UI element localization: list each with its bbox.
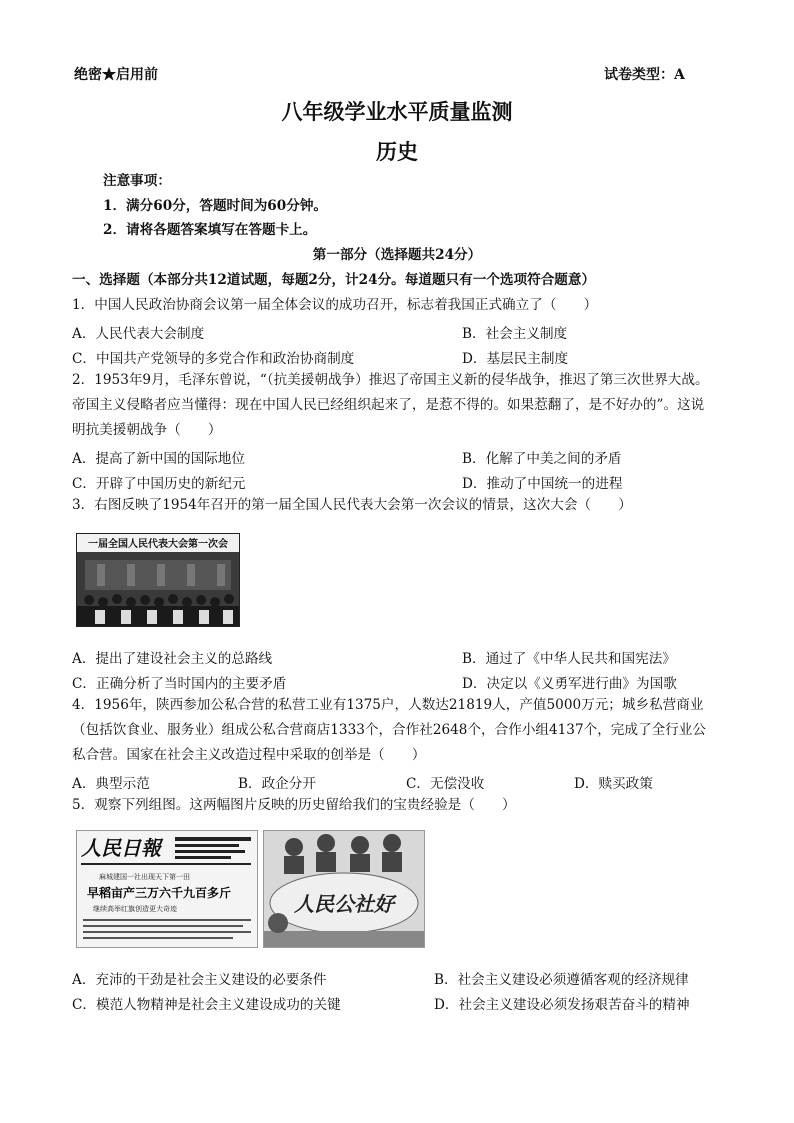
option-b: B．政企分开 [238,776,316,792]
option-a: A．充沛的干劲是社会主义建设的必要条件 [72,972,327,988]
option-d: D．社会主义建设必须发扬艰苦奋斗的精神 [434,997,690,1013]
npc-photo [76,533,240,627]
question-stem: 帝国主义侵略者应当懂得：现在中国人民已经组织起来了，是惹不得的。如果惹翻了，是不好办的”。这说 [72,397,705,413]
newspaper-masthead: 人民日報 [81,836,161,860]
question-stem: 1．中国人民政治协商会议第一届全体会议的成功召开，标志着我国正式确立了（ ） [72,297,598,313]
option-b: B．社会主义建设必须遵循客观的经济规律 [434,972,689,988]
question-stem: 5．观察下列组图。这两幅图片反映的历史留给我们的宝贵经验是（ ） [72,797,516,813]
option-b: B．通过了《中华人民共和国宪法》 [462,651,676,667]
poster-slogan: 人民公社好 [294,892,394,916]
option-b: B．化解了中美之间的矛盾 [462,451,622,467]
notice-heading: 注意事项： [103,173,171,189]
question-stem: 3．右图反映了1954年召开的第一届全国人民代表大会第一次会议的情景，这次大会（ ） [72,497,632,513]
photo-banner-text: 一届全国人民代表大会第一次会 [88,539,228,550]
confidential-label: 绝密★启用前 [74,67,158,83]
option-a: A．人民代表大会制度 [72,326,205,342]
option-a: A．典型示范 [72,776,150,792]
option-d: D．赎买政策 [574,776,653,792]
notice-item: 1．满分60分，答题时间为60分钟。 [103,198,328,214]
subject-title: 历史 [376,139,418,164]
option-a: A．提出了建设社会主义的总路线 [72,651,273,667]
newspaper-subline: 麻城建国一社出现天下第一田 [99,873,190,881]
newspaper-subline: 继续高举红旗创造更大奇迹 [93,905,177,913]
notice-item: 2．请将各题答案填写在答题卡上。 [103,222,317,238]
question-stem: 私合营。国家在社会主义改造过程中采取的创举是（ ） [72,747,426,763]
option-c: C．无偿没收 [406,776,485,792]
question-stem: 4．1956年，陕西参加公私合营的私营工业有1375户，人数达21819人，产值5000万元；城乡私营商业 [72,697,704,713]
newspaper-image [76,830,258,948]
option-c: C．正确分析了当时国内的主要矛盾 [72,676,287,692]
option-d: D．决定以《义勇军进行曲》为国歌 [462,676,677,692]
question-stem: （包括饮食业、服务业）组成公私合营商店1333个，合作社2648个，合作小组4137个，完成了全行业公 [72,722,706,738]
question-stem: 明抗美援朝战争（ ） [72,422,222,438]
option-c: C．开辟了中国历史的新纪元 [72,476,246,492]
option-a: A．提高了新中国的国际地位 [72,451,245,467]
option-d: D．推动了中国统一的进程 [462,476,623,492]
newspaper-headline: 早稻亩产三万六千九百多斤 [87,886,232,900]
option-c: C．中国共产党领导的多党合作和政治协商制度 [72,351,355,367]
exam-title: 八年级学业水平质量监测 [281,99,513,124]
option-c: C．模范人物精神是社会主义建设成功的关键 [72,997,341,1013]
paper-type-label: 试卷类型：A [604,67,685,83]
option-d: D．基层民主制度 [462,351,569,367]
question-stem: 2．1953年9月，毛泽东曾说，“（抗美援朝战争）推迟了帝国主义新的侵华战争，推迟了第三次世界大战。 [72,372,709,388]
part-title: 第一部分（选择题共24分） [312,247,482,263]
section-title: 一、选择题（本部分共12道试题，每题2分，计24分。每道题只有一个选项符合题意） [72,272,596,288]
poster-image [263,830,425,948]
option-b: B．社会主义制度 [462,326,568,342]
